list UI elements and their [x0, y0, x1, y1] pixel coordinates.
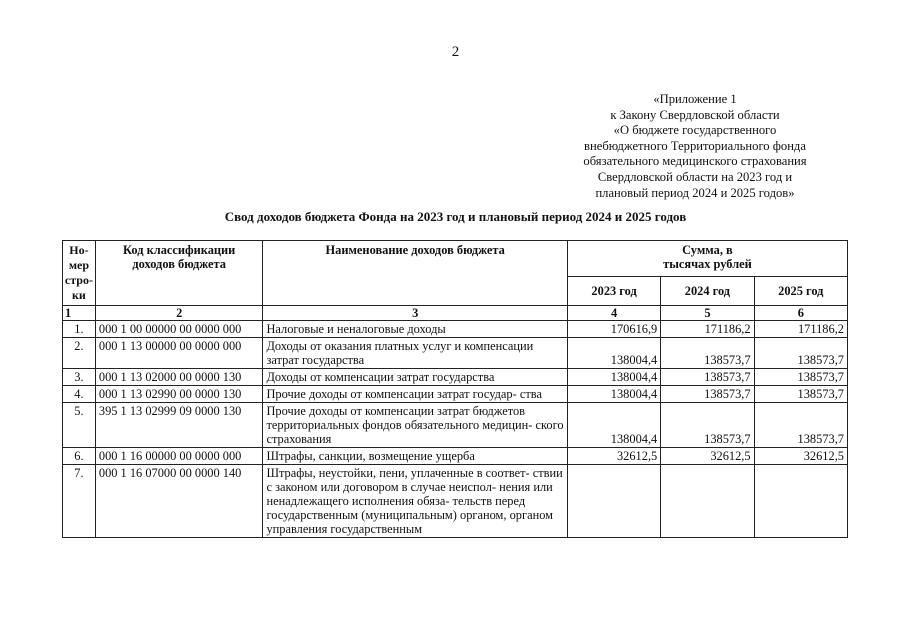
amount-2024-cell	[661, 465, 754, 538]
amount-2024-cell: 138573,7	[661, 369, 754, 386]
amount-2023-cell	[567, 465, 660, 538]
annex-line: обязательного медицинского страхования	[583, 154, 807, 169]
revenue-name-cell: Штрафы, санкции, возмещение ущерба	[263, 448, 567, 465]
amount-2024-cell: 138573,7	[661, 338, 754, 369]
amount-2025-cell: 138573,7	[754, 386, 847, 403]
header-year-2023: 2023 год	[567, 277, 660, 306]
row-number-cell: 7.	[63, 465, 96, 538]
row-number-cell: 3.	[63, 369, 96, 386]
table-row	[63, 386, 848, 403]
amount-2023-cell: 138004,4	[567, 386, 660, 403]
amount-2023-cell: 138004,4	[567, 338, 660, 369]
revenue-name-cell: Доходы от компенсации затрат государства	[263, 369, 567, 386]
revenue-name-cell: Штрафы, неустойки, пени, уплаченные в соответ- ствии с законом или договором в случае неиспол- нения или ненадлежащего исполнения обяза- тельств перед государственным (муниципальным) органом, органом управления государственным	[263, 465, 567, 538]
revenue-name-cell: Прочие доходы от компенсации затрат государ- ства	[263, 386, 567, 403]
classification-code-cell: 000 1 16 00000 00 0000 000	[95, 448, 263, 465]
amount-2025-cell: 138573,7	[754, 369, 847, 386]
column-index-row	[63, 306, 848, 321]
revenue-name-cell: Налоговые и неналоговые доходы	[263, 321, 567, 338]
row-number-cell: 1.	[63, 321, 96, 338]
row-number-cell: 6.	[63, 448, 96, 465]
amount-2025-cell: 138573,7	[754, 403, 847, 448]
table-row	[63, 403, 848, 448]
revenue-name-cell: Прочие доходы от компенсации затрат бюджетов территориальных фондов обязательного медицин- ского страхования	[263, 403, 567, 448]
classification-code-cell: 000 1 00 00000 00 0000 000	[95, 321, 263, 338]
annex-line: «О бюджете государственного	[613, 123, 777, 138]
classification-code-cell: 000 1 13 02000 00 0000 130	[95, 369, 263, 386]
amount-2024-cell: 138573,7	[661, 386, 754, 403]
amount-2024-cell: 138573,7	[661, 403, 754, 448]
classification-code-cell: 000 1 16 07000 00 0000 140	[95, 465, 263, 538]
column-index: 1	[63, 306, 96, 321]
amount-2025-cell	[754, 465, 847, 538]
column-index: 2	[95, 306, 263, 321]
annex-line: к Закону Свердловской области	[610, 107, 780, 122]
column-index: 4	[567, 306, 660, 321]
table-row	[63, 338, 848, 369]
table-row	[63, 465, 848, 538]
header-name: Наименование доходов бюджета	[263, 241, 567, 306]
amount-2023-cell: 170616,9	[567, 321, 660, 338]
amount-2025-cell: 32612,5	[754, 448, 847, 465]
annex-header	[545, 92, 845, 201]
classification-code-cell: 000 1 13 00000 00 0000 000	[95, 338, 263, 369]
column-index: 5	[661, 306, 754, 321]
revenue-table	[62, 240, 848, 538]
revenue-name-cell: Доходы от оказания платных услуг и компенсации затрат государства	[263, 338, 567, 369]
annex-line: Свердловской области на 2023 год и	[597, 169, 793, 184]
table-row	[63, 369, 848, 386]
amount-2023-cell: 32612,5	[567, 448, 660, 465]
annex-line: внебюджетного Территориального фонда	[584, 138, 806, 153]
header-year-2025: 2025 год	[754, 277, 847, 306]
header-year-2024: 2024 год	[661, 277, 754, 306]
column-index: 6	[754, 306, 847, 321]
amount-2024-cell: 32612,5	[661, 448, 754, 465]
amount-2025-cell: 138573,7	[754, 338, 847, 369]
amount-2023-cell: 138004,4	[567, 369, 660, 386]
amount-2023-cell: 138004,4	[567, 403, 660, 448]
annex-line: «Приложение 1	[653, 92, 737, 106]
classification-code-cell: 395 1 13 02999 09 0000 130	[95, 403, 263, 448]
header-code: Код классификации доходов бюджета	[95, 241, 263, 306]
row-number-cell: 5.	[63, 403, 96, 448]
page-number: 2	[451, 44, 460, 60]
table-row	[63, 448, 848, 465]
row-number-cell: 2.	[63, 338, 96, 369]
column-index: 3	[263, 306, 567, 321]
annex-line: плановый период 2024 и 2025 годов»	[595, 185, 795, 200]
document-title: Свод доходов бюджета Фонда на 2023 год и плановый период 2024 и 2025 годов	[224, 209, 687, 224]
amount-2024-cell: 171186,2	[661, 321, 754, 338]
classification-code-cell: 000 1 13 02990 00 0000 130	[95, 386, 263, 403]
header-row-number: Но- мер стро- ки	[63, 241, 96, 306]
header-sum: Сумма, в тысячах рублей	[567, 241, 847, 277]
row-number-cell: 4.	[63, 386, 96, 403]
amount-2025-cell: 171186,2	[754, 321, 847, 338]
table-row	[63, 321, 848, 338]
